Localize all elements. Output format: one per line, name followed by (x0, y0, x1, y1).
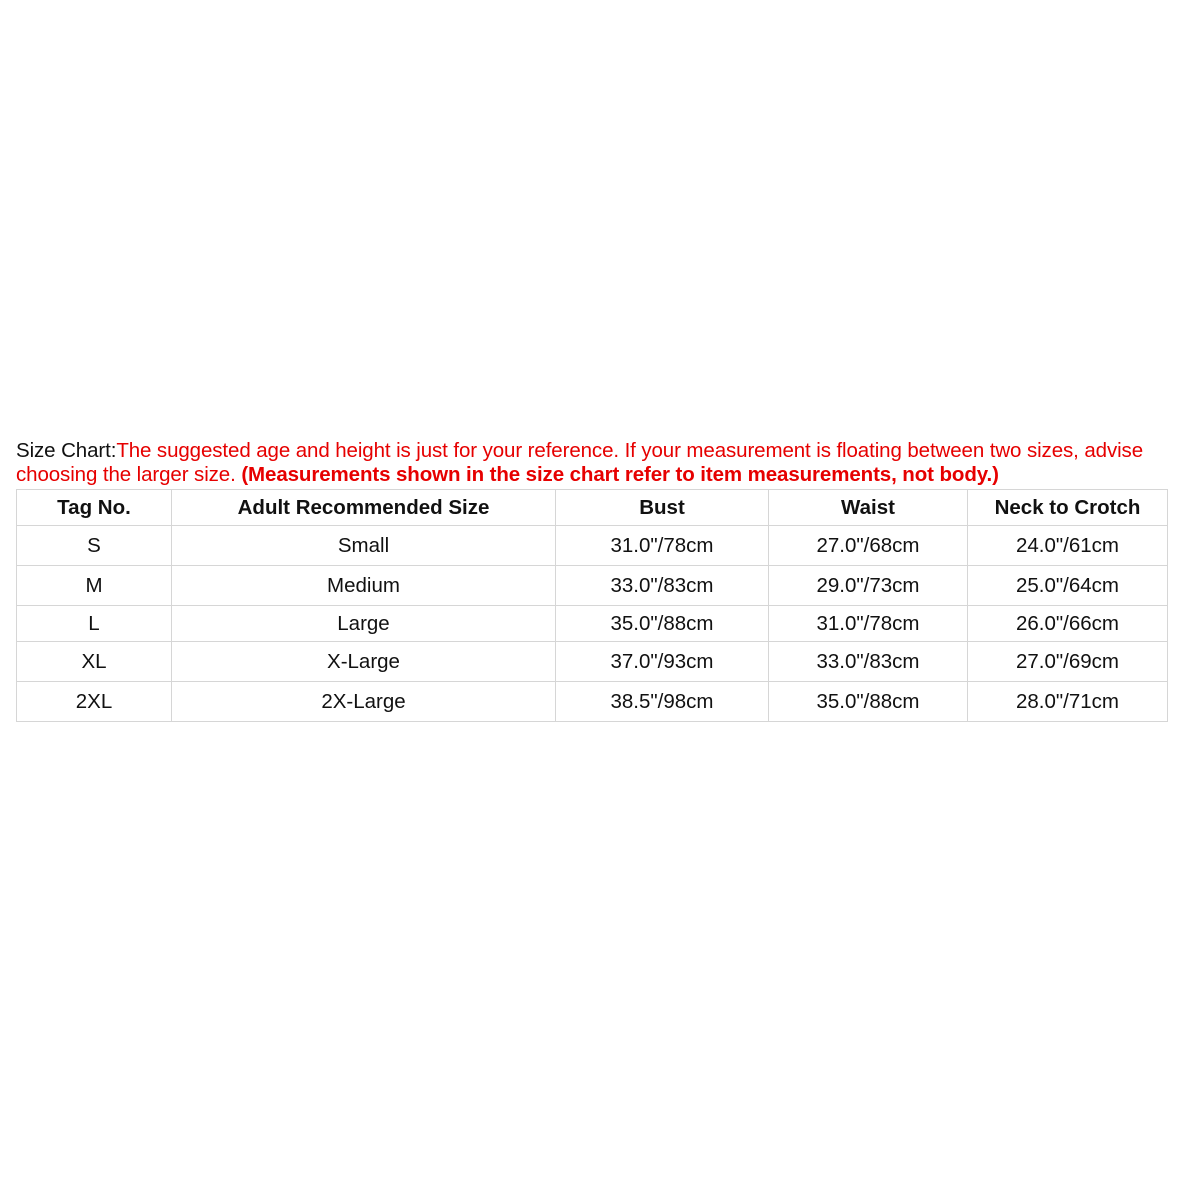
cell-waist: 33.0"/83cm (769, 642, 968, 682)
cell-waist: 31.0"/78cm (769, 606, 968, 642)
header-adult-recommended-size: Adult Recommended Size (172, 490, 556, 526)
cell-waist: 29.0"/73cm (769, 566, 968, 606)
size-chart-label: Size Chart: (16, 439, 117, 462)
cell-bust: 38.5"/98cm (556, 682, 769, 722)
cell-bust: 33.0"/83cm (556, 566, 769, 606)
cell-tag-no: 2XL (17, 682, 172, 722)
size-chart-notice (16, 439, 1192, 487)
cell-tag-no: L (17, 606, 172, 642)
size-advice-text: The suggested age and height is just for your reference. If your measurement is floating between two sizes, advise choosing the larger size. (16, 439, 1144, 486)
cell-adult-size: Large (172, 606, 556, 642)
cell-bust: 37.0"/93cm (556, 642, 769, 682)
table-row (17, 566, 1168, 606)
table-row (17, 526, 1168, 566)
table-header-row (17, 490, 1168, 526)
header-bust: Bust (556, 490, 769, 526)
header-waist: Waist (769, 490, 968, 526)
cell-adult-size: Medium (172, 566, 556, 606)
cell-neck-to-crotch: 27.0"/69cm (968, 642, 1168, 682)
table-row (17, 682, 1168, 722)
cell-tag-no: S (17, 526, 172, 566)
cell-neck-to-crotch: 26.0"/66cm (968, 606, 1168, 642)
table-row (17, 642, 1168, 682)
cell-tag-no: XL (17, 642, 172, 682)
cell-adult-size: X-Large (172, 642, 556, 682)
cell-bust: 35.0"/88cm (556, 606, 769, 642)
header-neck-to-crotch: Neck to Crotch (968, 490, 1168, 526)
cell-waist: 27.0"/68cm (769, 526, 968, 566)
measurement-disclaimer: (Measurements shown in the size chart refer to item measurements, not body.) (241, 463, 999, 486)
cell-neck-to-crotch: 25.0"/64cm (968, 566, 1168, 606)
cell-waist: 35.0"/88cm (769, 682, 968, 722)
table-row (17, 606, 1168, 642)
cell-neck-to-crotch: 24.0"/61cm (968, 526, 1168, 566)
cell-neck-to-crotch: 28.0"/71cm (968, 682, 1168, 722)
cell-adult-size: Small (172, 526, 556, 566)
size-chart-table (16, 489, 1168, 722)
header-tag-no: Tag No. (17, 490, 172, 526)
cell-tag-no: M (17, 566, 172, 606)
cell-adult-size: 2X-Large (172, 682, 556, 722)
cell-bust: 31.0"/78cm (556, 526, 769, 566)
